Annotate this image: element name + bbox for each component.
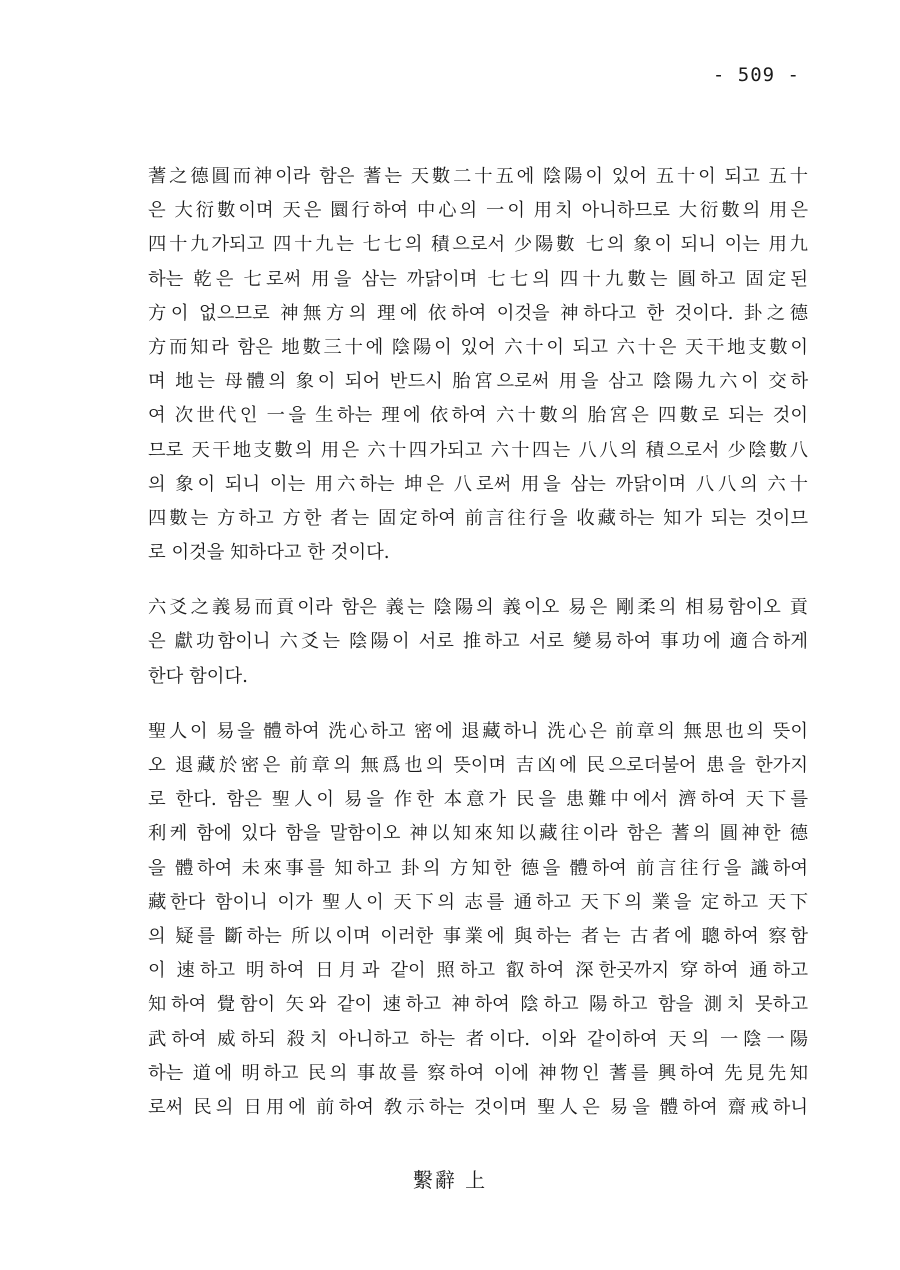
text-line: 藏한다 함이니 이가 聖人이 天下의 志를 通하고 天下의 業을 定하고 天下 <box>148 891 808 913</box>
text-line: 로써 民의 日用에 前하여 敎示하는 것이며 聖人은 易을 體하여 齋戒하니 <box>148 1096 808 1118</box>
text-line: 의 疑를 斷하는 所以이며 이러한 事業에 與하는 者는 古者에 聰하여 察함 <box>148 925 808 947</box>
text-line: 로 한다. 함은 聖人이 易을 作한 本意가 民을 患難中에서 濟하여 天下를 <box>148 789 808 811</box>
text-line: 方이 없으므로 神無方의 理에 依하여 이것을 神하다고 한 것이다. 卦之德 <box>148 302 808 324</box>
body-text <box>148 160 808 1125</box>
text-line: 로 이것을 知하다고 한 것이다. <box>148 542 390 564</box>
text-line: 여 次世代인 一을 生하는 理에 依하여 六十數의 胎宮은 四數로 되는 것이 <box>148 405 808 427</box>
text-line: 을 體하여 未來事를 知하고 卦의 方知한 德을 體하여 前言往行을 識하여 <box>148 857 808 879</box>
text-line: 한다 함이다. <box>148 665 248 687</box>
text-line: 四十九가되고 四十九는 七七의 積으로서 少陽數 七의 象이 되니 이는 用九 <box>148 234 808 256</box>
footer-title: 繫辭 上 <box>412 1168 488 1192</box>
text-line: 오 退藏於密은 前章의 無爲也의 뜻이며 吉凶에 民으로더불어 患을 한가지 <box>148 755 808 776</box>
text-line: 聖人이 易을 體하여 洗心하고 密에 退藏하니 洗心은 前章의 無思也의 뜻이 <box>148 720 808 742</box>
paragraph-3 <box>148 715 808 1125</box>
page-number: - 509 - <box>712 64 800 86</box>
text-line: 며 地는 母體의 象이 되어 반드시 胎宮으로써 用을 삼고 陰陽九六이 交하 <box>148 371 808 393</box>
text-line: 知하여 覺함이 矢와 같이 速하고 神하여 陰하고 陽하고 함을 測치 못하고 <box>148 994 808 1016</box>
text-line: 六爻之義易而貢이라 함은 義는 陰陽의 義이오 易은 剛柔의 相易함이오 貢 <box>148 597 808 619</box>
text-line: 方而知라 함은 地數三十에 陰陽이 있어 六十이 되고 六十은 天干地支數이 <box>148 336 808 358</box>
text-line: 利케 함에 있다 함을 말함이오 神以知來知以藏往이라 함은 蓍의 圓神한 德 <box>148 823 808 845</box>
text-line: 의 象이 되니 이는 用六하는 坤은 八로써 用을 삼는 까닭이며 八八의 六十 <box>148 473 808 495</box>
text-line: 蓍之德圓而神이라 함은 蓍는 天數二十五에 陰陽이 있어 五十이 되고 五十 <box>148 166 808 187</box>
text-line: 하는 乾은 七로써 用을 삼는 까닭이며 七七의 四十九數는 圓하고 固定된 <box>148 268 808 290</box>
text-line: 은 獻功함이니 六爻는 陰陽이 서로 推하고 서로 變易하여 事功에 適合하게 <box>148 631 808 653</box>
text-line: 四數는 方하고 方한 者는 固定하여 前言往行을 收藏하는 知가 되는 것이므 <box>148 507 808 529</box>
text-line: 은 大衍數이며 天은 圜行하여 中心의 一이 用치 아니하므로 大衍數의 用은 <box>148 200 808 222</box>
text-line: 므로 天干地支數의 用은 六十四가되고 六十四는 八八의 積으로서 少陰數八 <box>148 439 808 461</box>
paragraph-2 <box>148 591 808 694</box>
text-line: 武하여 威하되 殺치 아니하고 하는 者이다. 이와 같이하여 天의 一陰一陽 <box>148 1028 808 1050</box>
text-line: 하는 道에 明하고 民의 事故를 察하여 이에 神物인 蓍를 興하여 先見先知 <box>148 1062 808 1084</box>
paragraph-1 <box>148 160 808 570</box>
text-line: 이 速하고 明하여 日月과 같이 照하고 叡하여 深한곳까지 穿하여 通하고 <box>148 960 808 982</box>
